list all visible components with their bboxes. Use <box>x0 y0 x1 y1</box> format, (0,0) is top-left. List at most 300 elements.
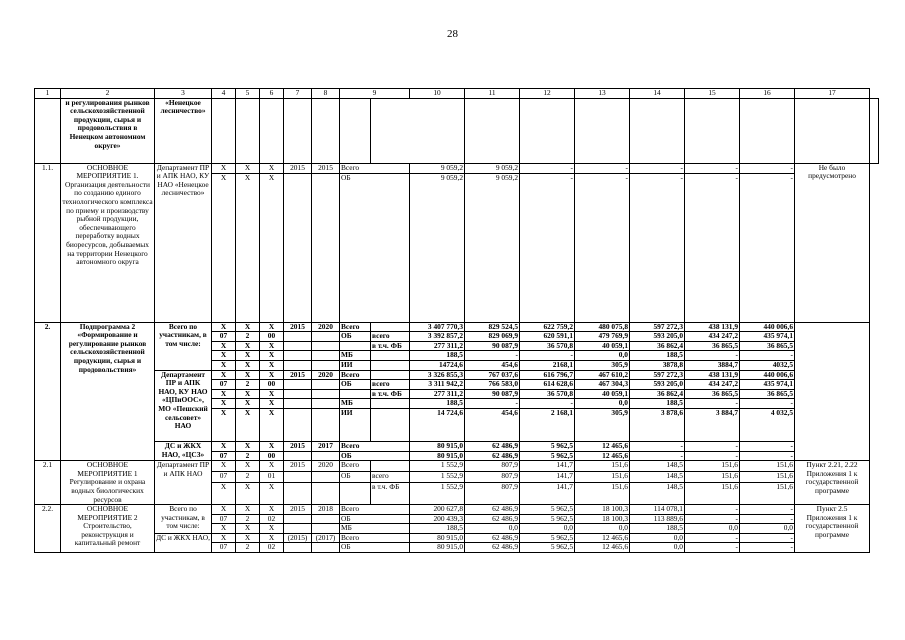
value-cell: 36 865,5 <box>740 389 795 399</box>
value-cell: 593 205,0 <box>630 380 685 390</box>
source-cell: МБ <box>340 399 371 409</box>
code-cell: Х <box>236 341 260 351</box>
source-cell: ОБ <box>340 173 410 322</box>
value-cell: 148,5 <box>630 483 685 505</box>
source-sub-cell <box>371 360 410 370</box>
code-cell: 2015 <box>284 505 312 515</box>
table-cell <box>685 98 740 163</box>
code-cell <box>312 524 340 534</box>
executor-cell: Департамент ПР и АПК НАО, КУ НАО «Ненецкое лесничество» <box>155 163 212 322</box>
value-cell: 36 865,5 <box>685 341 740 351</box>
value-cell: 18 100,3 <box>575 514 630 524</box>
column-header: 4 <box>212 89 236 99</box>
code-cell <box>284 451 312 461</box>
code-cell <box>312 483 340 505</box>
value-cell: 151,6 <box>685 461 740 472</box>
value-cell: 616 796,7 <box>520 370 575 380</box>
source-cell: МБ <box>340 351 371 361</box>
value-cell: 80 915,0 <box>410 533 465 543</box>
value-cell: 438 131,9 <box>685 322 740 332</box>
note-cell: Пункт 2.21, 2.22 Приложения 1 к государственной программе <box>795 461 870 505</box>
value-cell: 151,6 <box>685 472 740 483</box>
value-cell: 14724,6 <box>410 360 465 370</box>
code-cell: 00 <box>260 332 284 342</box>
value-cell: 12 465,6 <box>575 533 630 543</box>
code-cell: Х <box>260 441 284 451</box>
value-cell: 3878,8 <box>630 360 685 370</box>
value-cell: 151,6 <box>685 483 740 505</box>
note-cell <box>795 322 870 461</box>
code-cell: Х <box>212 533 236 543</box>
value-cell: - <box>740 173 795 322</box>
source-sub-cell: в т.ч. ФБ <box>371 341 410 351</box>
table-cell <box>312 98 340 163</box>
value-cell: 807,9 <box>465 461 520 472</box>
value-cell: 90 087,9 <box>465 389 520 399</box>
code-cell: 07 <box>212 451 236 461</box>
source-cell: Всего <box>340 533 410 543</box>
value-cell: - <box>685 163 740 173</box>
code-cell: Х <box>236 351 260 361</box>
value-cell: 14 724,6 <box>410 408 465 441</box>
value-cell: 62 486,9 <box>465 505 520 515</box>
code-cell <box>312 399 340 409</box>
row-number: 2.1 <box>35 461 61 505</box>
executor-cell: «Ненецкое лесничество» <box>155 98 212 163</box>
value-cell: 622 759,2 <box>520 322 575 332</box>
value-cell: 9 059,2 <box>410 173 465 322</box>
code-cell <box>284 399 312 409</box>
code-cell: Х <box>236 461 260 472</box>
value-cell: 0,0 <box>575 524 630 534</box>
code-cell: Х <box>212 441 236 451</box>
code-cell: 02 <box>260 543 284 553</box>
value-cell: 62 486,9 <box>465 543 520 553</box>
code-cell: Х <box>212 351 236 361</box>
source-cell: ОБ <box>340 543 410 553</box>
code-cell <box>284 173 312 322</box>
code-cell: (2015) <box>284 533 312 543</box>
value-cell: 188,5 <box>630 399 685 409</box>
source-cell <box>340 389 371 399</box>
value-cell: - <box>630 163 685 173</box>
value-cell: 188,5 <box>410 351 465 361</box>
value-cell: 151,6 <box>740 472 795 483</box>
value-cell: 454,6 <box>465 408 520 441</box>
table-cell <box>520 98 575 163</box>
code-cell: (2017) <box>312 533 340 543</box>
row-2-total <box>35 322 879 332</box>
value-cell: 5 962,5 <box>520 533 575 543</box>
code-cell <box>312 341 340 351</box>
value-cell: 200 627,8 <box>410 505 465 515</box>
value-cell: - <box>465 351 520 361</box>
code-cell: Х <box>236 533 260 543</box>
source-cell: ОБ <box>340 514 410 524</box>
source-cell: ИИ <box>340 360 371 370</box>
table-cell <box>575 98 630 163</box>
code-cell: Х <box>260 370 284 380</box>
value-cell: 3 311 942,2 <box>410 380 465 390</box>
code-cell: 2 <box>236 543 260 553</box>
value-cell: 62 486,9 <box>465 441 520 451</box>
column-header: 5 <box>236 89 260 99</box>
value-cell: 40 059,1 <box>575 341 630 351</box>
code-cell: 2015 <box>284 461 312 472</box>
code-cell: Х <box>236 524 260 534</box>
value-cell: 151,6 <box>575 483 630 505</box>
note-cell: Пункт 2.5 Приложения 1 к государственной программе <box>795 505 870 553</box>
code-cell: 2020 <box>312 322 340 332</box>
code-cell: Х <box>236 441 260 451</box>
source-sub-cell <box>371 370 410 380</box>
row-2-2 <box>35 505 879 515</box>
value-cell: 113 889,6 <box>630 514 685 524</box>
value-cell: 62 486,9 <box>465 514 520 524</box>
table-cell <box>870 98 879 163</box>
code-cell: Х <box>260 173 284 322</box>
code-cell <box>312 408 340 441</box>
value-cell: - <box>740 441 795 451</box>
code-cell: Х <box>212 461 236 472</box>
code-cell: Х <box>212 322 236 332</box>
column-header: 10 <box>410 89 465 99</box>
column-header: 16 <box>740 89 795 99</box>
code-cell: Х <box>212 399 236 409</box>
value-cell: 1 552,9 <box>410 461 465 472</box>
code-cell: Х <box>212 524 236 534</box>
executor-cell: Всего по участникам, в том числе: <box>155 505 212 534</box>
value-cell: 80 915,0 <box>410 451 465 461</box>
value-cell: 0,0 <box>630 543 685 553</box>
value-cell: 479 769,9 <box>575 332 630 342</box>
value-cell: 5 962,5 <box>520 505 575 515</box>
value-cell: 1 552,9 <box>410 472 465 483</box>
code-cell: Х <box>236 389 260 399</box>
code-cell: Х <box>212 360 236 370</box>
value-cell: 467 304,3 <box>575 380 630 390</box>
column-header: 11 <box>465 89 520 99</box>
value-cell: 188,5 <box>410 399 465 409</box>
value-cell: 4 032,5 <box>740 408 795 441</box>
value-cell: 151,6 <box>575 461 630 472</box>
code-cell: Х <box>236 483 260 505</box>
code-cell <box>312 543 340 553</box>
table-cell <box>260 98 284 163</box>
value-cell: 3 878,6 <box>630 408 685 441</box>
value-cell: - <box>740 351 795 361</box>
value-cell: 80 915,0 <box>410 441 465 451</box>
activity-name: Подпрограмма 2 «Формирование и регулирование рынков сельскохозяйственной продукции, сырья и продовольствия» <box>61 322 155 461</box>
value-cell: 277 311,2 <box>410 389 465 399</box>
value-cell: 36 570,8 <box>520 389 575 399</box>
value-cell: 5 962,5 <box>520 514 575 524</box>
value-cell: - <box>520 399 575 409</box>
value-cell: 767 037,6 <box>465 370 520 380</box>
value-cell: 5 962,5 <box>520 441 575 451</box>
value-cell: - <box>520 163 575 173</box>
column-header: 12 <box>520 89 575 99</box>
value-cell: 3884,7 <box>685 360 740 370</box>
table-cell <box>212 98 236 163</box>
table-cell <box>795 98 870 163</box>
value-cell: 3 407 770,3 <box>410 322 465 332</box>
source-cell: Всего <box>340 322 371 332</box>
value-cell: 0,0 <box>740 524 795 534</box>
code-cell: Х <box>260 389 284 399</box>
value-cell: 305,9 <box>575 360 630 370</box>
code-cell: Х <box>236 163 260 173</box>
code-cell: Х <box>212 370 236 380</box>
value-cell: 593 205,0 <box>630 332 685 342</box>
source-sub-cell <box>371 351 410 361</box>
column-header: 8 <box>312 89 340 99</box>
value-cell: 9 059,2 <box>465 163 520 173</box>
value-cell: 9 059,2 <box>465 173 520 322</box>
code-cell: Х <box>260 360 284 370</box>
code-cell: Х <box>236 399 260 409</box>
code-cell <box>284 514 312 524</box>
column-header: 9 <box>340 89 410 99</box>
continuation-row <box>35 98 879 163</box>
code-cell: 07 <box>212 472 236 483</box>
value-cell: - <box>685 451 740 461</box>
value-cell: 435 974,1 <box>740 380 795 390</box>
code-cell <box>284 408 312 441</box>
code-cell: Х <box>260 505 284 515</box>
code-cell: Х <box>236 505 260 515</box>
value-cell: - <box>685 351 740 361</box>
code-cell: 01 <box>260 472 284 483</box>
value-cell: - <box>740 533 795 543</box>
code-cell: 2015 <box>284 441 312 451</box>
table-cell <box>371 98 465 163</box>
source-sub-cell: всего <box>371 472 410 483</box>
value-cell: 36 862,4 <box>630 389 685 399</box>
code-cell: 2015 <box>284 322 312 332</box>
row-2-ds <box>35 441 879 451</box>
row-number: 2. <box>35 322 61 461</box>
value-cell: 614 628,6 <box>520 380 575 390</box>
row-number: 2.2. <box>35 505 61 553</box>
value-cell: 5 962,5 <box>520 451 575 461</box>
source-cell: ОБ <box>340 380 371 390</box>
code-cell: Х <box>260 341 284 351</box>
value-cell: 188,5 <box>630 351 685 361</box>
code-cell: Х <box>260 524 284 534</box>
column-header: 6 <box>260 89 284 99</box>
value-cell: 151,6 <box>575 472 630 483</box>
value-cell: 36 862,4 <box>630 341 685 351</box>
code-cell: Х <box>212 408 236 441</box>
value-cell: - <box>740 399 795 409</box>
code-cell: 07 <box>212 332 236 342</box>
code-cell: 2017 <box>312 441 340 451</box>
executor-cell: ДС и ЖКХ НАО, «ЦСЗ» <box>155 441 212 460</box>
source-cell: Всего <box>340 461 371 472</box>
column-header: 7 <box>284 89 312 99</box>
value-cell: 2168,1 <box>520 360 575 370</box>
value-cell: 435 974,1 <box>740 332 795 342</box>
code-cell: Х <box>260 408 284 441</box>
code-cell <box>284 472 312 483</box>
value-cell: 36 570,8 <box>520 341 575 351</box>
source-cell: ИИ <box>340 408 371 441</box>
source-cell: Всего <box>340 163 410 173</box>
source-cell: Всего <box>340 505 410 515</box>
value-cell: 0,0 <box>630 533 685 543</box>
value-cell: 467 610,2 <box>575 370 630 380</box>
value-cell: 148,5 <box>630 461 685 472</box>
code-cell <box>284 341 312 351</box>
value-cell: - <box>520 351 575 361</box>
value-cell: - <box>630 451 685 461</box>
code-cell: 2020 <box>312 461 340 472</box>
value-cell: 597 272,3 <box>630 370 685 380</box>
code-cell: Х <box>260 322 284 332</box>
value-cell: 188,5 <box>630 524 685 534</box>
value-cell: 434 247,2 <box>685 332 740 342</box>
code-cell: 2 <box>236 472 260 483</box>
value-cell: 0,0 <box>575 399 630 409</box>
code-cell: Х <box>212 389 236 399</box>
column-header: 2 <box>61 89 155 99</box>
column-header: 15 <box>685 89 740 99</box>
value-cell: - <box>740 514 795 524</box>
code-cell: Х <box>236 360 260 370</box>
column-header: 1 <box>35 89 61 99</box>
value-cell: 151,6 <box>740 461 795 472</box>
source-sub-cell <box>371 461 410 472</box>
code-cell: Х <box>236 322 260 332</box>
value-cell: 114 078,1 <box>630 505 685 515</box>
code-cell <box>312 514 340 524</box>
value-cell: - <box>740 451 795 461</box>
value-cell: 141,7 <box>520 483 575 505</box>
code-cell <box>284 524 312 534</box>
value-cell: - <box>575 173 630 322</box>
code-cell: Х <box>260 351 284 361</box>
value-cell: 9 059,2 <box>410 163 465 173</box>
code-cell: Х <box>212 163 236 173</box>
value-cell: 3 392 857,2 <box>410 332 465 342</box>
code-cell: 02 <box>260 514 284 524</box>
page-number: 28 <box>447 28 458 40</box>
value-cell: 305,9 <box>575 408 630 441</box>
source-cell: Всего <box>340 370 371 380</box>
table-cell <box>35 98 61 163</box>
code-cell: Х <box>212 173 236 322</box>
code-cell <box>312 451 340 461</box>
value-cell: 188,5 <box>410 524 465 534</box>
value-cell: 480 075,8 <box>575 322 630 332</box>
source-cell: ОБ <box>340 472 371 483</box>
code-cell: Х <box>212 341 236 351</box>
value-cell: 151,6 <box>740 483 795 505</box>
code-cell: Х <box>260 163 284 173</box>
value-cell: 148,5 <box>630 472 685 483</box>
value-cell: - <box>685 543 740 553</box>
header-row <box>35 89 879 99</box>
code-cell: Х <box>260 533 284 543</box>
source-cell: ОБ <box>340 451 410 461</box>
executor-cell: Департамент ПР и АПК НАО, КУ НАО «ЦПиООС», МО «Пешский сельсовет» НАО <box>155 370 212 441</box>
code-cell: 2020 <box>312 370 340 380</box>
value-cell: 36 865,5 <box>740 341 795 351</box>
value-cell: 200 439,3 <box>410 514 465 524</box>
table-cell <box>340 98 371 163</box>
value-cell: 0,0 <box>575 351 630 361</box>
row-2-dep <box>35 370 879 380</box>
table-cell <box>236 98 260 163</box>
value-cell: 807,9 <box>465 483 520 505</box>
value-cell: 454,6 <box>465 360 520 370</box>
value-cell: - <box>685 399 740 409</box>
value-cell: - <box>630 441 685 451</box>
value-cell: 12 465,6 <box>575 543 630 553</box>
value-cell: 62 486,9 <box>465 451 520 461</box>
value-cell: - <box>520 173 575 322</box>
code-cell: 00 <box>260 451 284 461</box>
value-cell: 597 272,3 <box>630 322 685 332</box>
value-cell: - <box>685 533 740 543</box>
code-cell <box>312 360 340 370</box>
value-cell: 440 006,6 <box>740 370 795 380</box>
value-cell: 3 884,7 <box>685 408 740 441</box>
value-cell: - <box>740 543 795 553</box>
table-cell <box>630 98 685 163</box>
code-cell <box>312 389 340 399</box>
value-cell: 3 326 855,3 <box>410 370 465 380</box>
value-cell: 90 087,9 <box>465 341 520 351</box>
code-cell: 2 <box>236 380 260 390</box>
code-cell: Х <box>236 370 260 380</box>
source-sub-cell <box>371 408 410 441</box>
code-cell: 2 <box>236 332 260 342</box>
code-cell <box>284 483 312 505</box>
source-cell <box>340 483 371 505</box>
code-cell: 07 <box>212 514 236 524</box>
value-cell: - <box>575 163 630 173</box>
value-cell: - <box>685 441 740 451</box>
value-cell: 277 311,2 <box>410 341 465 351</box>
activity-name: и регулирования рынков сельскохозяйственной продукции, сырья и продовольствия в Ненецком автономном округе» <box>61 98 155 163</box>
executor-cell: Всего по участникам, в том числе: <box>155 322 212 370</box>
table-cell <box>284 98 312 163</box>
value-cell: 0,0 <box>465 524 520 534</box>
value-cell: - <box>685 173 740 322</box>
row-2-1 <box>35 461 879 472</box>
source-sub-cell: в т.ч. ФБ <box>371 483 410 505</box>
column-header: 17 <box>795 89 870 99</box>
budget-table <box>34 88 879 553</box>
code-cell <box>284 543 312 553</box>
value-cell: 829 069,9 <box>465 332 520 342</box>
row-1-1 <box>35 163 879 173</box>
source-sub-cell: всего <box>371 380 410 390</box>
code-cell <box>284 389 312 399</box>
column-header: 3 <box>155 89 212 99</box>
table-cell <box>465 98 520 163</box>
value-cell: 766 583,0 <box>465 380 520 390</box>
code-cell: 2018 <box>312 505 340 515</box>
code-cell: Х <box>260 461 284 472</box>
code-cell <box>312 351 340 361</box>
value-cell: 2 168,1 <box>520 408 575 441</box>
note-cell: Не было предусмотрено <box>795 163 870 322</box>
code-cell: Х <box>236 408 260 441</box>
code-cell <box>284 332 312 342</box>
